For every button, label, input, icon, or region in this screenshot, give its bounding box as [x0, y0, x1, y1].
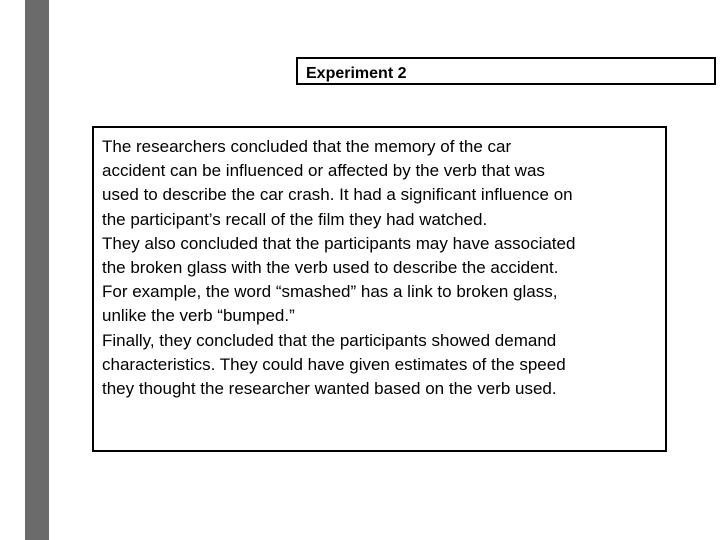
body-line: The researchers concluded that the memory of the car: [102, 137, 512, 156]
body-line: For example, the word “smashed” has a link to broken glass,: [102, 282, 558, 302]
content-box: [92, 126, 667, 452]
body-line: Finally, they concluded that the participants showed demand: [102, 330, 557, 350]
body-text: [102, 135, 672, 401]
body-line: characteristics. They could have given estimates of the speed: [102, 354, 566, 374]
body-line: They also concluded that the participants may have associated: [102, 233, 576, 253]
body-line: they thought the researcher wanted based on the verb used.: [102, 379, 557, 399]
body-line: the participant’s recall of the film they had watched.: [102, 209, 488, 229]
body-line: unlike the verb “bumped.”: [102, 306, 295, 326]
page-title: Experiment 2: [306, 65, 407, 82]
body-line: accident can be influenced or affected by the verb that was: [102, 161, 545, 181]
title-box: [296, 57, 716, 85]
body-line: used to describe the car crash. It had a significant influence on: [102, 185, 573, 205]
left-accent-bar: [25, 0, 49, 540]
body-line: the broken glass with the verb used to describe the accident.: [102, 258, 559, 278]
